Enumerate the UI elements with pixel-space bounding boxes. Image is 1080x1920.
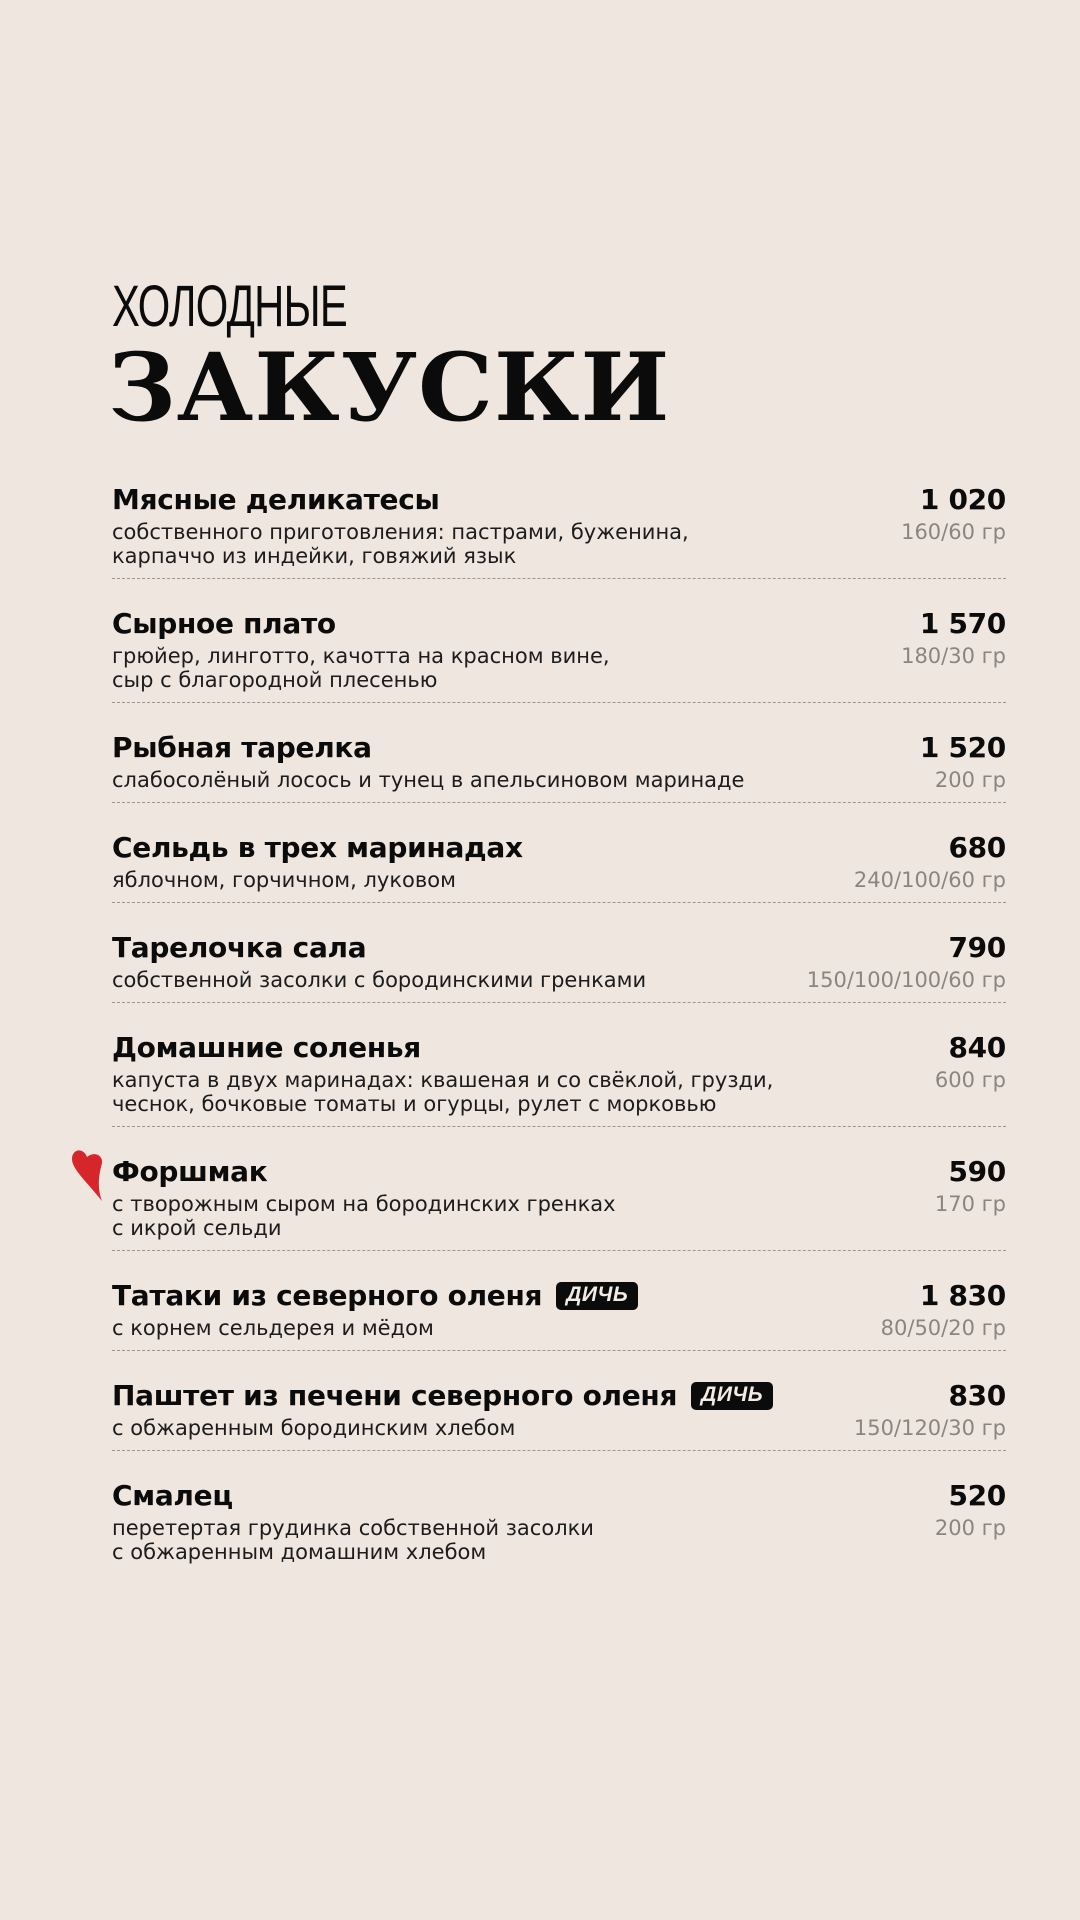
item-description: с корнем сельдерея и мёдом bbox=[112, 1316, 434, 1340]
item-name-wrapper bbox=[112, 1379, 773, 1413]
item-weight: 200 гр bbox=[934, 1516, 1006, 1540]
item-name: Рыбная тарелка bbox=[112, 731, 372, 764]
item-weight: 150/100/100/60 гр bbox=[806, 968, 1006, 992]
item-description: с обжаренным бородинским хлебом bbox=[112, 1416, 516, 1440]
item-name: Мясные деликатесы bbox=[112, 483, 440, 516]
item-weight: 80/50/20 гр bbox=[880, 1316, 1006, 1340]
game-badge: ДИЧЬ bbox=[556, 1282, 638, 1310]
item-description: с творожным сыром на бородинских гренках с икрой сельди bbox=[112, 1192, 616, 1240]
item-price: 830 bbox=[948, 1379, 1006, 1412]
heart-icon bbox=[70, 1145, 108, 1203]
item-description: яблочном, горчичном, луковом bbox=[112, 868, 456, 892]
menu-item bbox=[112, 1155, 1006, 1251]
item-price: 680 bbox=[948, 831, 1006, 864]
item-name: Сырное плато bbox=[112, 607, 336, 640]
item-weight: 240/100/60 гр bbox=[853, 868, 1006, 892]
section-title-main: ЗАКУСКИ bbox=[108, 333, 671, 443]
menu-list bbox=[112, 483, 1006, 1574]
menu-item bbox=[112, 931, 1006, 1003]
item-price: 1 520 bbox=[919, 731, 1006, 764]
item-description: капуста в двух маринадах: квашеная и со свёклой, грузди, чеснок, бочковые томаты и огурцы, рулет с морковью bbox=[112, 1068, 774, 1116]
item-description: собственного приготовления: пастрами, буженина, карпаччо из индейки, говяжий язык bbox=[112, 520, 689, 568]
item-weight: 150/120/30 гр bbox=[853, 1416, 1006, 1440]
menu-item bbox=[112, 1479, 1006, 1574]
menu-item bbox=[112, 483, 1006, 579]
item-price: 590 bbox=[948, 1155, 1006, 1188]
menu-item bbox=[112, 731, 1006, 803]
item-price: 1 020 bbox=[919, 483, 1006, 516]
menu-item bbox=[112, 1379, 1006, 1451]
item-name: Сельдь в трех маринадах bbox=[112, 831, 523, 864]
item-price: 520 bbox=[948, 1479, 1006, 1512]
item-name: Татаки из северного оленя bbox=[112, 1279, 543, 1312]
item-price: 1 830 bbox=[919, 1279, 1006, 1312]
item-name: Домашние соленья bbox=[112, 1031, 421, 1064]
item-description: собственной засолки с бородинскими гренками bbox=[112, 968, 647, 992]
item-weight: 170 гр bbox=[934, 1192, 1006, 1216]
item-price: 1 570 bbox=[919, 607, 1006, 640]
item-weight: 200 гр bbox=[934, 768, 1006, 792]
item-price: 840 bbox=[948, 1031, 1006, 1064]
item-weight: 600 гр bbox=[934, 1068, 1006, 1092]
item-weight: 160/60 гр bbox=[901, 520, 1006, 544]
item-name: Форшмак bbox=[112, 1155, 268, 1188]
menu-item bbox=[112, 1031, 1006, 1127]
item-description: перетертая грудинка собственной засолки с обжаренным домашним хлебом bbox=[112, 1516, 594, 1564]
item-name: Тарелочка сала bbox=[112, 931, 367, 964]
item-name: Смалец bbox=[112, 1479, 233, 1512]
game-badge: ДИЧЬ bbox=[691, 1382, 773, 1410]
item-description: слабосолёный лосось и тунец в апельсиновом маринаде bbox=[112, 768, 745, 792]
item-name: Паштет из печени северного оленя bbox=[112, 1379, 678, 1412]
item-name-wrapper bbox=[112, 1279, 638, 1313]
menu-item bbox=[112, 1279, 1006, 1351]
section-title-top: ХОЛОДНЫЕ bbox=[112, 274, 347, 339]
menu-item bbox=[112, 831, 1006, 903]
item-weight: 180/30 гр bbox=[901, 644, 1006, 668]
item-price: 790 bbox=[948, 931, 1006, 964]
menu-item bbox=[112, 607, 1006, 703]
item-description: грюйер, линготто, качотта на красном вине, сыр с благородной плесенью bbox=[112, 644, 610, 692]
menu-page bbox=[108, 0, 1006, 1920]
